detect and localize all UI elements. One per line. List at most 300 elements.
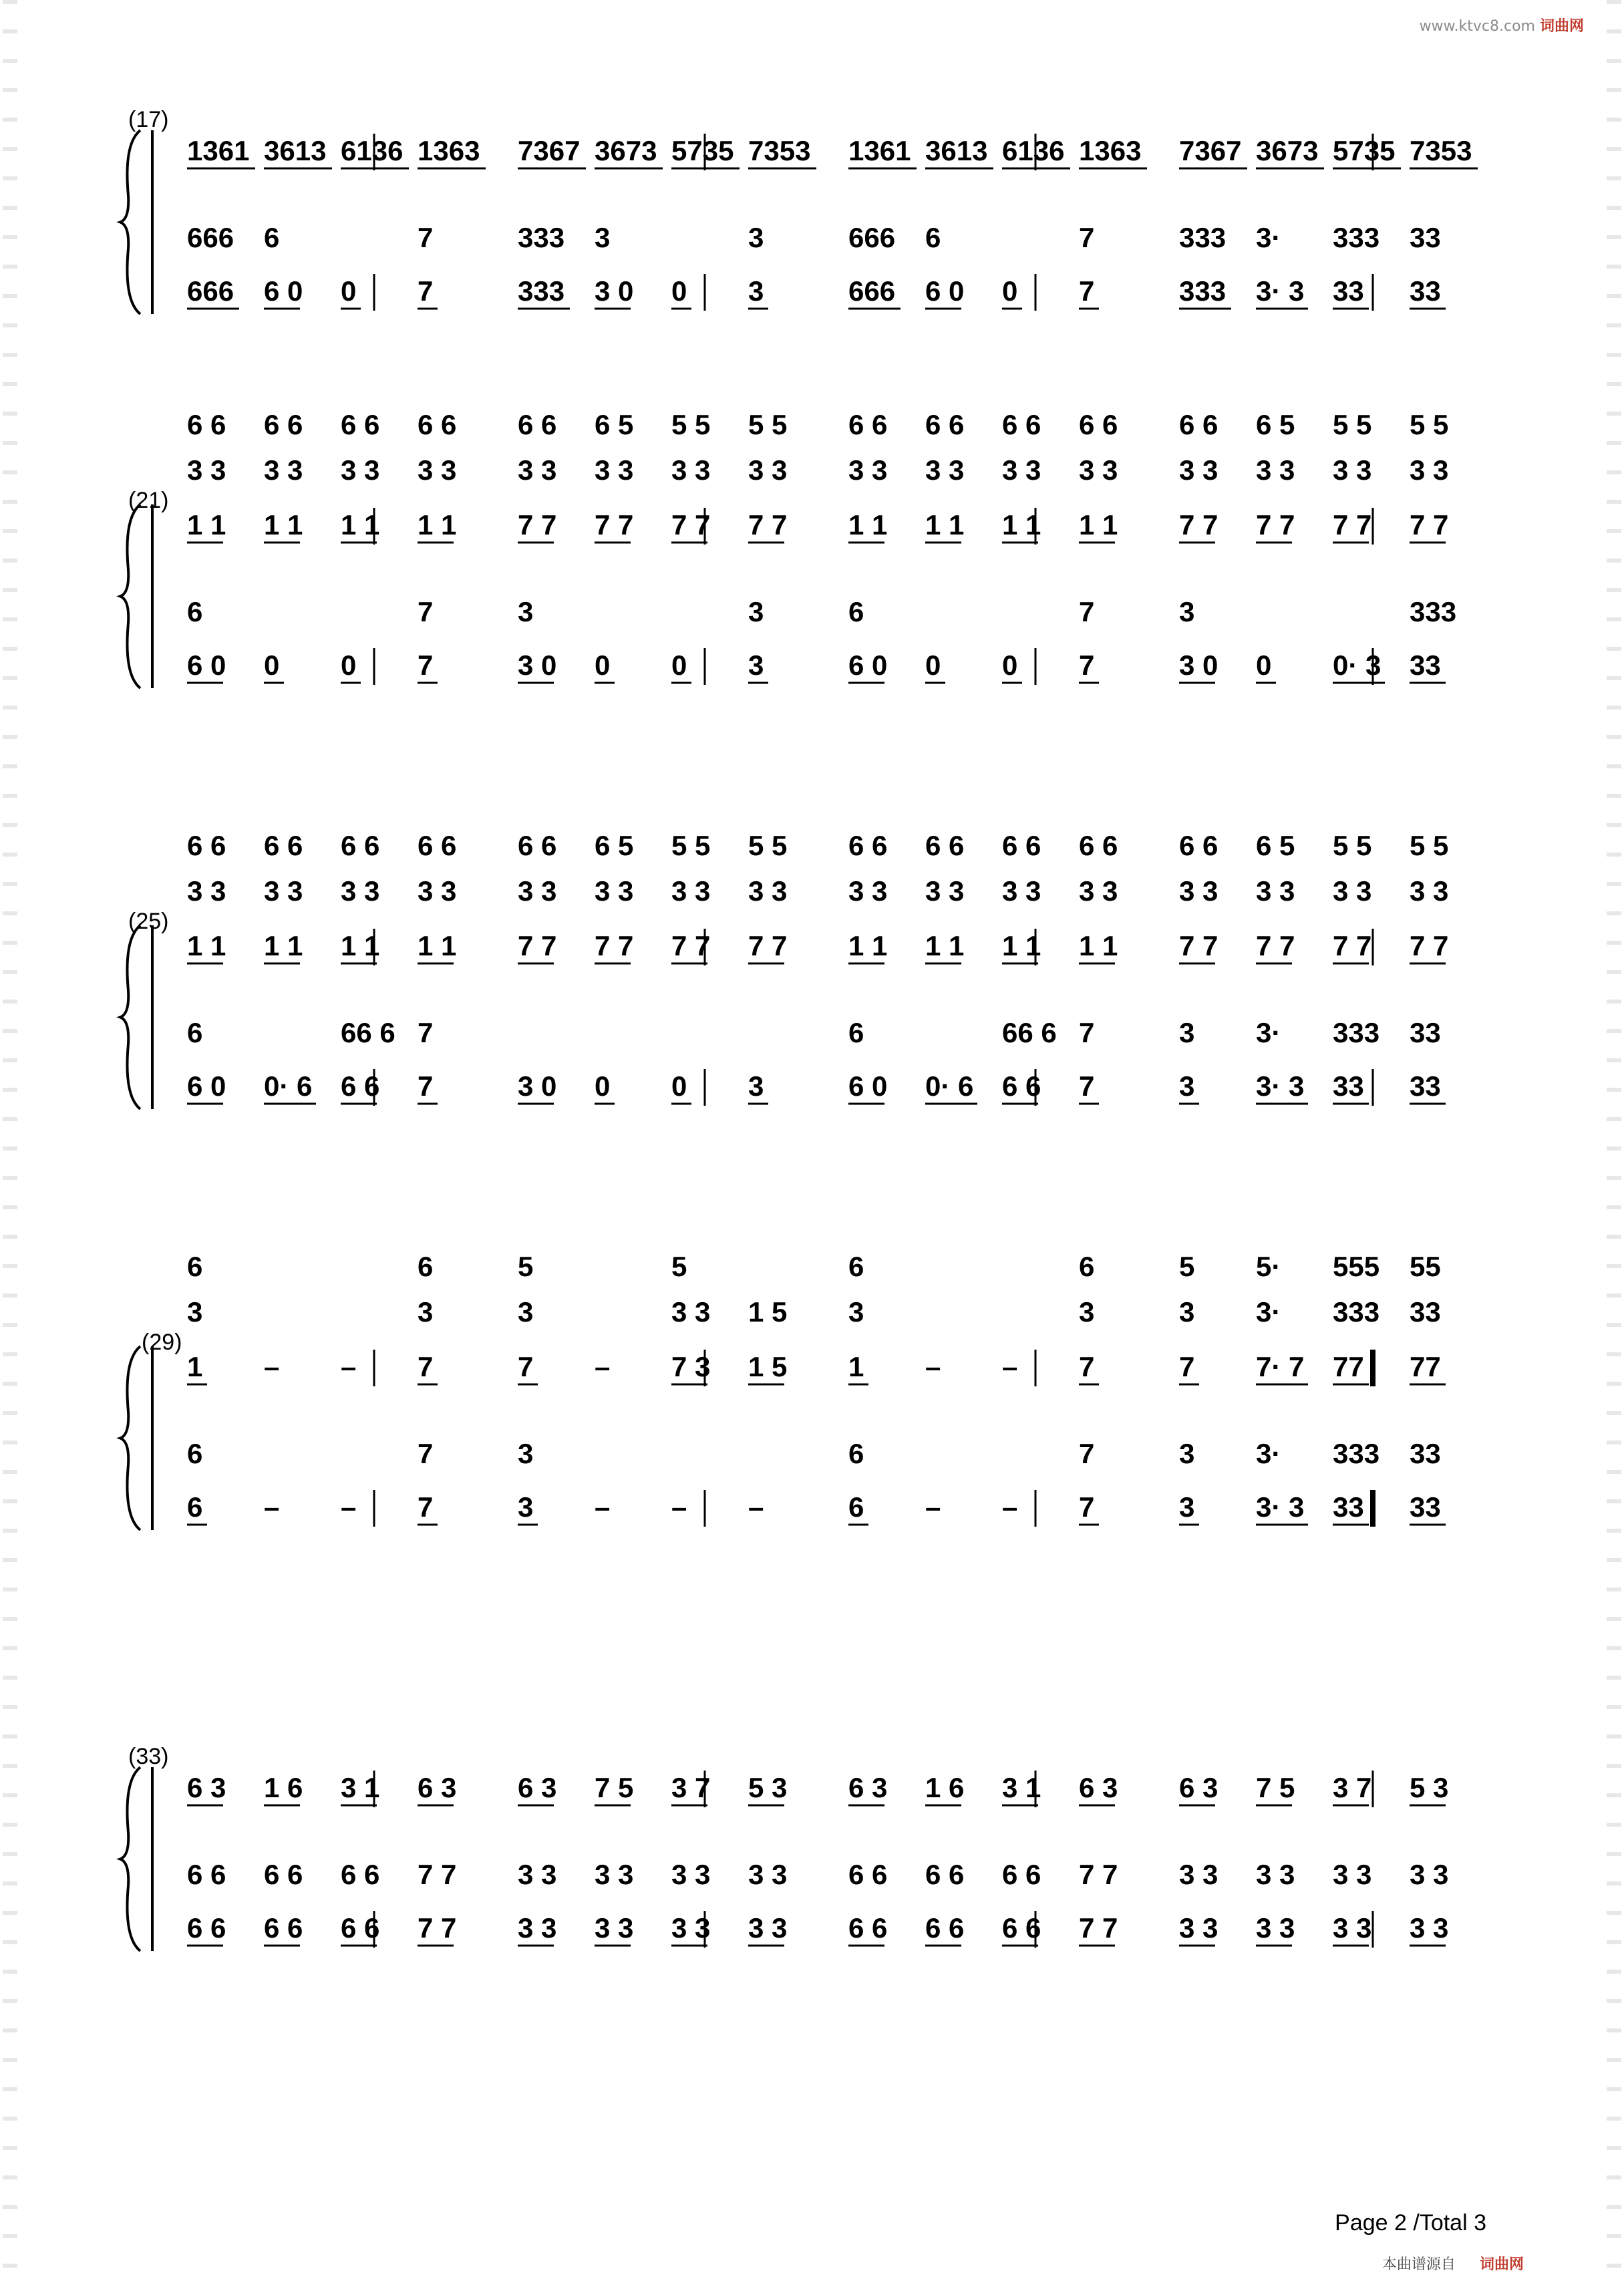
note-group: 3 3 (1179, 1912, 1219, 1944)
note-group: 6 6 (1002, 409, 1041, 440)
note-group: 3 3 (671, 1296, 711, 1328)
score-system (120, 822, 1510, 1223)
note-group: 33 (1410, 1438, 1441, 1469)
note-group: 7 5 (1256, 1772, 1295, 1803)
measure-number: (21) (128, 488, 169, 513)
note-group: 1 (187, 1351, 203, 1382)
note-group: 1 (848, 1351, 864, 1382)
note-group: 666 (848, 222, 896, 253)
note-group: 6 (187, 1251, 203, 1282)
note-group: 55 (1410, 1251, 1441, 1282)
note-group: 7 7 (595, 930, 634, 961)
note-group: – (925, 1351, 941, 1382)
note-group: 6 6 (1002, 830, 1041, 861)
note-group: 7 (418, 1491, 434, 1523)
note-group: 3· 3 (1256, 275, 1305, 307)
note-group: 3 (518, 596, 534, 627)
note-group: 0· 6 (264, 1070, 313, 1102)
note-group: 7 (518, 1351, 534, 1382)
note-group: 7 (1079, 1438, 1095, 1469)
note-group: 7 7 (418, 1912, 457, 1944)
note-group: 5 5 (1333, 830, 1372, 861)
note-group: 3 3 (518, 875, 557, 907)
note-group: 6 6 (264, 1912, 303, 1944)
note-group: 666 (848, 275, 896, 307)
right-watermark-strip (1607, 0, 1621, 2283)
note-group: 6 (264, 222, 280, 253)
note-group: 3 (1179, 1296, 1195, 1328)
note-group: – (1002, 1351, 1018, 1382)
note-group: – (595, 1491, 611, 1523)
note-group: 6 6 (341, 830, 380, 861)
note-group: 7 (1079, 275, 1095, 307)
note-group: 6 6 (264, 830, 303, 861)
note-group: 1 1 (341, 509, 380, 541)
note-group: 5 (1179, 1251, 1195, 1282)
note-group: 3 7 (671, 1772, 711, 1803)
note-group: 3 (1079, 1296, 1095, 1328)
note-group: 0 (925, 649, 941, 681)
note-group: 5 3 (1410, 1772, 1449, 1803)
note-group: 3 (187, 1296, 203, 1328)
note-group: 6 6 (518, 409, 557, 440)
note-group: 3 3 (671, 1859, 711, 1890)
note-group: 3 3 (671, 454, 711, 486)
header-site: www.ktvc8.com (1419, 18, 1535, 35)
note-group: 7 7 (518, 509, 557, 541)
note-group: 1 5 (748, 1351, 788, 1382)
measure-number: (33) (128, 1744, 169, 1769)
note-group: 3 1 (1002, 1772, 1041, 1803)
note-group: 7 (418, 1070, 434, 1102)
note-group: 333 (1333, 1438, 1380, 1469)
note-group: 3 (518, 1491, 534, 1523)
note-group: 6 6 (187, 1912, 226, 1944)
note-group: – (1002, 1491, 1018, 1523)
note-group: 3 0 (518, 1070, 557, 1102)
note-group: 6 6 (848, 409, 888, 440)
note-group: 0 (1002, 275, 1018, 307)
note-group: 0 (264, 649, 280, 681)
note-group: 1 1 (187, 509, 226, 541)
note-group: 7 7 (418, 1859, 457, 1890)
note-group: 3 3 (518, 1912, 557, 1944)
note-group: 3 3 (1410, 1912, 1449, 1944)
note-group: 3· 3 (1256, 1070, 1305, 1102)
note-group: 33 (1333, 275, 1364, 307)
note-group: 5 5 (748, 409, 788, 440)
note-group: 0 (341, 649, 357, 681)
note-group: 1 1 (925, 509, 965, 541)
note-group: 7 (1079, 1017, 1095, 1048)
note-group: 6 6 (925, 1912, 965, 1944)
note-group: 7 5 (595, 1772, 634, 1803)
note-group: 33 (1410, 1070, 1441, 1102)
note-group: 7 7 (595, 509, 634, 541)
note-group: 3 3 (748, 1859, 788, 1890)
note-group: 6 (187, 1438, 203, 1469)
note-group: 6 6 (1002, 1070, 1041, 1102)
note-group: 3 0 (518, 649, 557, 681)
note-group: 7 (418, 649, 434, 681)
note-group: 7 (1179, 1351, 1195, 1382)
note-group: 77 (1410, 1351, 1441, 1382)
note-group: 3· (1256, 1296, 1281, 1328)
note-group: 3 3 (1333, 454, 1372, 486)
note-group: 0 (341, 275, 357, 307)
note-group: 0 (1256, 649, 1272, 681)
note-group: 1 1 (341, 930, 380, 961)
note-group: 1 1 (418, 930, 457, 961)
note-group: 3 (748, 596, 764, 627)
note-group: 3 3 (1079, 454, 1118, 486)
note-group: 3 3 (1256, 875, 1295, 907)
note-group: 3 3 (1002, 454, 1041, 486)
note-group: 7 7 (748, 930, 788, 961)
note-group: 7· 7 (1256, 1351, 1305, 1382)
note-group: 3 0 (595, 275, 634, 307)
note-group: 7353 (748, 135, 811, 166)
note-group: 3 (518, 1438, 534, 1469)
note-group: 6 6 (1179, 409, 1219, 440)
note-group: 6 (418, 1251, 434, 1282)
note-group: 3· (1256, 1017, 1281, 1048)
note-group: 6136 (1002, 135, 1065, 166)
note-group: – (341, 1351, 357, 1382)
note-group: 7 7 (1333, 930, 1372, 961)
note-group: 33 (1333, 1070, 1364, 1102)
note-group: 3 1 (341, 1772, 380, 1803)
note-group: 5735 (1333, 135, 1396, 166)
note-group: 3 3 (1002, 875, 1041, 907)
note-group: 3 3 (1079, 875, 1118, 907)
measure-number: (29) (142, 1330, 182, 1355)
note-group: 3673 (595, 135, 657, 166)
note-group: 5 5 (1410, 409, 1449, 440)
note-group: 3 (518, 1296, 534, 1328)
note-group: 3 (848, 1296, 864, 1328)
note-group: 33 (1410, 222, 1441, 253)
note-group: 3613 (264, 135, 327, 166)
note-group: 3 (1179, 1070, 1195, 1102)
note-group: 1 1 (264, 509, 303, 541)
note-group: 1361 (187, 135, 250, 166)
note-group: 6 6 (264, 1859, 303, 1890)
note-group: 5· (1256, 1251, 1281, 1282)
note-group: 6 (848, 596, 864, 627)
note-group: 7 (1079, 649, 1095, 681)
note-group: 6 3 (848, 1772, 888, 1803)
note-group: 3 7 (1333, 1772, 1372, 1803)
note-group: 7 7 (1079, 1912, 1118, 1944)
note-group: 3 (1179, 1017, 1195, 1048)
note-group: 0 (671, 1070, 687, 1102)
footer-brand: 词曲网 (1479, 2256, 1524, 2272)
note-group: 3 3 (848, 454, 888, 486)
note-group: 3 3 (748, 875, 788, 907)
score-system (120, 27, 1510, 428)
note-group: 6 (848, 1251, 864, 1282)
note-group: 33 (1410, 1017, 1441, 1048)
note-group: 1 1 (1002, 930, 1041, 961)
note-group: 5 5 (1410, 830, 1449, 861)
note-group: 0· 6 (925, 1070, 974, 1102)
note-group: 7 7 (1256, 509, 1295, 541)
note-group: 3 (748, 1070, 764, 1102)
note-group: 3 3 (1179, 875, 1219, 907)
note-group: 1 6 (925, 1772, 965, 1803)
note-group: 1 1 (264, 930, 303, 961)
note-group: 3 3 (1179, 1859, 1219, 1890)
note-group: 6 (848, 1438, 864, 1469)
note-group: 3 (748, 275, 764, 307)
note-group: 6 6 (341, 1912, 380, 1944)
note-group: 6 6 (341, 409, 380, 440)
note-group: 3 3 (518, 454, 557, 486)
system-brace (120, 1346, 140, 1530)
note-group: 6 0 (925, 275, 965, 307)
score-system (120, 1664, 1510, 2065)
note-group: – (671, 1491, 687, 1523)
note-group: 6 6 (418, 409, 457, 440)
note-group: 333 (1333, 222, 1380, 253)
note-group: 6 5 (1256, 830, 1295, 861)
note-group: 6 6 (1179, 830, 1219, 861)
note-group: 7 (1079, 1351, 1095, 1382)
note-group: 3673 (1256, 135, 1319, 166)
note-group: 3 3 (1410, 1859, 1449, 1890)
note-group: 333 (1333, 1017, 1380, 1048)
note-group: 0· 3 (1333, 649, 1382, 681)
note-group: 3 3 (1333, 875, 1372, 907)
note-group: 3 3 (1410, 454, 1449, 486)
note-group: 7 7 (1256, 930, 1295, 961)
note-group: 66 6 (1002, 1017, 1057, 1048)
note-group: 3 (1179, 1438, 1195, 1469)
note-group: 3 3 (1256, 454, 1295, 486)
note-group: 6 (187, 1491, 203, 1523)
system-brace (120, 504, 140, 688)
note-group: 5 5 (671, 830, 711, 861)
note-group: 3 3 (1333, 1859, 1372, 1890)
note-group: 1 5 (748, 1296, 788, 1328)
note-group: 6 3 (1079, 1772, 1118, 1803)
note-group: 6 (1079, 1251, 1095, 1282)
note-group: 7 (1079, 596, 1095, 627)
score-system (120, 401, 1510, 802)
note-group: 7353 (1410, 135, 1472, 166)
note-group: – (264, 1351, 280, 1382)
note-group: 6 0 (848, 1070, 888, 1102)
note-group: 3 3 (595, 454, 634, 486)
note-group: 3 3 (848, 875, 888, 907)
note-group: 6 6 (187, 830, 226, 861)
note-group: 1 1 (925, 930, 965, 961)
note-group: 3 3 (418, 875, 457, 907)
note-group: 5 5 (1333, 409, 1372, 440)
note-group: 3 3 (595, 1912, 634, 1944)
note-group: – (925, 1491, 941, 1523)
note-group: 1 1 (1079, 509, 1118, 541)
note-group: 6 6 (187, 1859, 226, 1890)
note-group: 0 (595, 1070, 611, 1102)
note-group: 6 6 (1002, 1912, 1041, 1944)
note-group: 333 (1333, 1296, 1380, 1328)
note-group: 0 (1002, 649, 1018, 681)
note-group: 3 3 (925, 454, 965, 486)
note-group: 3 3 (1179, 454, 1219, 486)
note-group: 77 (1333, 1351, 1364, 1382)
note-group: 7367 (1179, 135, 1242, 166)
note-group: 7367 (518, 135, 581, 166)
note-group: 33 (1410, 1296, 1441, 1328)
note-group: – (341, 1491, 357, 1523)
note-group: 5 (671, 1251, 687, 1282)
note-group: – (595, 1351, 611, 1382)
note-group: 6 6 (925, 830, 965, 861)
note-group: 33 (1410, 1491, 1441, 1523)
note-group: 7 7 (1410, 509, 1449, 541)
note-group: 1361 (848, 135, 911, 166)
note-group: 3 3 (341, 875, 380, 907)
note-group: 6 6 (187, 409, 226, 440)
footer-source (1382, 2253, 1524, 2274)
note-group: 3 (418, 1296, 434, 1328)
note-group: 3613 (925, 135, 988, 166)
note-group: 6 (187, 596, 203, 627)
note-group: 7 7 (518, 930, 557, 961)
note-group: 6 0 (187, 1070, 226, 1102)
note-group: 666 (187, 222, 234, 253)
note-group: 7 7 (671, 509, 711, 541)
note-group: 0 (595, 649, 611, 681)
note-group: 1363 (418, 135, 480, 166)
note-group: 1 1 (848, 509, 888, 541)
note-group: 6 6 (1079, 830, 1118, 861)
note-group: 6 6 (848, 830, 888, 861)
note-group: 6 5 (1256, 409, 1295, 440)
note-group: 7 (418, 1438, 434, 1469)
note-group: 6 3 (418, 1772, 457, 1803)
note-group: 7 (418, 1351, 434, 1382)
note-group: 3 3 (1256, 1859, 1295, 1890)
note-group: 7 3 (671, 1351, 711, 1382)
note-group: 7 (1079, 1491, 1095, 1523)
note-group: 1 6 (264, 1772, 303, 1803)
note-group: 3 3 (925, 875, 965, 907)
note-group: 3 3 (418, 454, 457, 486)
note-group: 6 6 (341, 1859, 380, 1890)
note-group: 3 3 (187, 875, 226, 907)
note-group: 7 (418, 222, 434, 253)
note-group: 6 6 (925, 409, 965, 440)
note-group: 3 (1179, 1491, 1195, 1523)
note-group: 0 (671, 649, 687, 681)
note-group: 7 7 (1333, 509, 1372, 541)
note-group: 5735 (671, 135, 734, 166)
note-group: 6 6 (848, 1912, 888, 1944)
note-group: 6 6 (341, 1070, 380, 1102)
note-group: 333 (1179, 275, 1227, 307)
note-group: – (748, 1491, 764, 1523)
note-group: 7 7 (1179, 509, 1219, 541)
note-group: 3· 3 (1256, 1491, 1305, 1523)
note-group: 3 (1179, 596, 1195, 627)
measure-number: (25) (128, 909, 169, 934)
note-group: 333 (1179, 222, 1227, 253)
note-group: 6 3 (518, 1772, 557, 1803)
page-indicator: Page 2 /Total 3 (1335, 2210, 1486, 2236)
note-group: 33 (1410, 275, 1441, 307)
note-group: 6 0 (264, 275, 303, 307)
note-group: 1363 (1079, 135, 1142, 166)
note-group: 3 3 (748, 1912, 788, 1944)
note-group: 7 7 (1179, 930, 1219, 961)
note-group: 3 3 (518, 1859, 557, 1890)
note-group: 66 6 (341, 1017, 395, 1048)
note-group: 1 1 (187, 930, 226, 961)
note-group: 7 (418, 1017, 434, 1048)
note-group: 6136 (341, 135, 403, 166)
note-group: 555 (1333, 1251, 1380, 1282)
score-system (120, 1243, 1510, 1644)
note-group: 7 7 (1410, 930, 1449, 961)
note-group: 6 6 (264, 409, 303, 440)
note-group: 7 (418, 596, 434, 627)
note-group: 33 (1333, 1491, 1364, 1523)
note-group: 7 (1079, 222, 1095, 253)
footer-source-text: 本曲谱源自 (1382, 2256, 1456, 2272)
left-watermark-strip (3, 0, 17, 2283)
note-group: 33 (1410, 649, 1441, 681)
note-group: 1 1 (1002, 509, 1041, 541)
note-group: 6 3 (187, 1772, 226, 1803)
note-group: 6 0 (187, 649, 226, 681)
note-group: 6 0 (848, 649, 888, 681)
note-group: 3 3 (264, 454, 303, 486)
note-group: 6 3 (1179, 1772, 1219, 1803)
note-group: 3 (748, 649, 764, 681)
note-group: 3 3 (671, 1912, 711, 1944)
note-group: 6 6 (1079, 409, 1118, 440)
note-group: 5 5 (748, 830, 788, 861)
note-group: 6 (848, 1017, 864, 1048)
note-group: 1 1 (848, 930, 888, 961)
note-group: 0 (671, 275, 687, 307)
note-group: 6 (187, 1017, 203, 1048)
system-brace (120, 925, 140, 1109)
note-group: 6 5 (595, 409, 634, 440)
note-group: 6 (848, 1491, 864, 1523)
note-group: 3 3 (671, 875, 711, 907)
note-group: 3 3 (264, 875, 303, 907)
note-group: 3 0 (1179, 649, 1219, 681)
note-group: 3 (595, 222, 611, 253)
system-brace (120, 130, 140, 314)
note-group: 5 5 (671, 409, 711, 440)
note-group: 3 3 (341, 454, 380, 486)
note-group: 666 (187, 275, 234, 307)
note-group: 3 3 (595, 875, 634, 907)
note-group: 333 (1410, 596, 1457, 627)
note-group: – (264, 1491, 280, 1523)
note-group: 5 (518, 1251, 534, 1282)
note-group: 3 3 (1256, 1912, 1295, 1944)
note-group: 3 3 (187, 454, 226, 486)
note-group: 1 1 (1079, 930, 1118, 961)
note-group: 6 5 (595, 830, 634, 861)
note-group: 7 7 (671, 930, 711, 961)
